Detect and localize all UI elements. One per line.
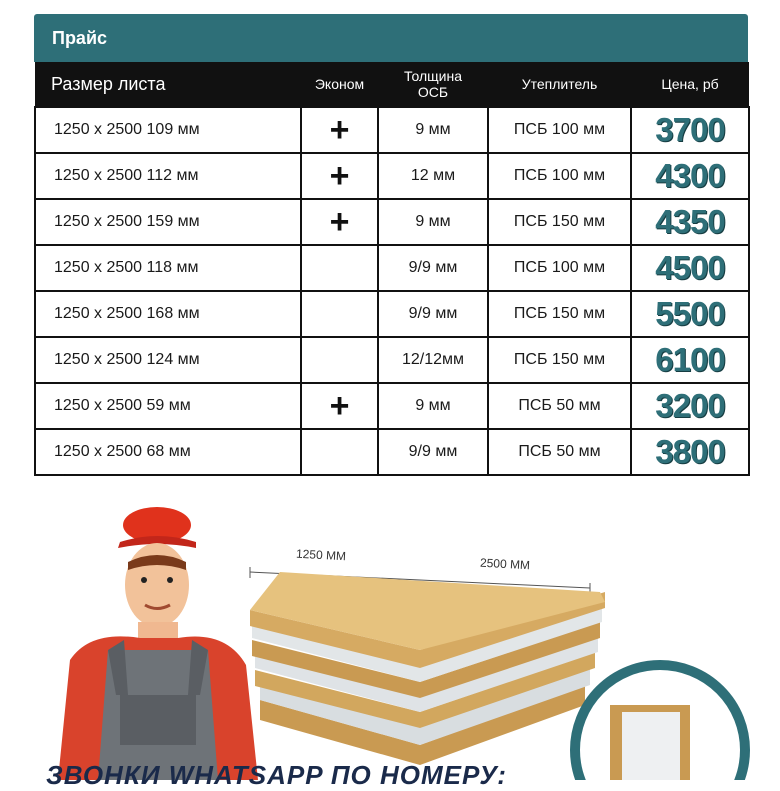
row-size: 1250 x 2500 118 мм <box>35 245 301 291</box>
row-insulation: ПСБ 150 мм <box>488 199 631 245</box>
price-title: Прайс <box>34 14 748 62</box>
table-row <box>35 245 749 291</box>
plus-icon: + <box>329 110 350 149</box>
table-header-row <box>35 62 749 107</box>
row-size: 1250 x 2500 68 мм <box>35 429 301 475</box>
table-row <box>35 291 749 337</box>
plus-icon: + <box>329 156 350 195</box>
row-osb-thickness: 9/9 мм <box>378 291 488 337</box>
price-card <box>34 14 748 476</box>
header-size: Размер листа <box>35 62 301 107</box>
row-insulation: ПСБ 50 мм <box>488 429 631 475</box>
table-row <box>35 153 749 199</box>
header-econom: Эконом <box>301 62 378 107</box>
row-econom <box>301 383 378 429</box>
wall-section-badge <box>575 665 745 780</box>
row-price: 5500 <box>631 291 749 337</box>
row-size: 1250 x 2500 124 мм <box>35 337 301 383</box>
row-econom <box>301 199 378 245</box>
table-row <box>35 199 749 245</box>
header-price: Цена, рб <box>631 62 749 107</box>
row-size: 1250 x 2500 168 мм <box>35 291 301 337</box>
header-insulation: Утеплитель <box>488 62 631 107</box>
row-econom <box>301 429 378 475</box>
table-row <box>35 337 749 383</box>
row-insulation: ПСБ 150 мм <box>488 291 631 337</box>
price-table <box>34 62 750 476</box>
sip-panels-illustration <box>250 567 605 765</box>
row-insulation: ПСБ 100 мм <box>488 245 631 291</box>
row-size: 1250 x 2500 59 мм <box>35 383 301 429</box>
worker-illustration <box>58 507 258 780</box>
row-price: 4300 <box>631 153 749 199</box>
row-price: 3700 <box>631 107 749 153</box>
row-insulation: ПСБ 100 мм <box>488 153 631 199</box>
row-econom <box>301 337 378 383</box>
row-insulation: ПСБ 100 мм <box>488 107 631 153</box>
row-size: 1250 x 2500 109 мм <box>35 107 301 153</box>
row-osb-thickness: 9/9 мм <box>378 245 488 291</box>
row-osb-thickness: 9 мм <box>378 199 488 245</box>
row-size: 1250 x 2500 112 мм <box>35 153 301 199</box>
illustration <box>0 500 780 780</box>
dimension-length: 2500 ММ <box>479 555 531 573</box>
plus-icon: + <box>329 202 350 241</box>
plus-icon: + <box>329 386 350 425</box>
row-price: 4500 <box>631 245 749 291</box>
row-price: 3200 <box>631 383 749 429</box>
row-osb-thickness: 9 мм <box>378 383 488 429</box>
row-econom <box>301 291 378 337</box>
row-size: 1250 x 2500 159 мм <box>35 199 301 245</box>
dimension-width: 1250 ММ <box>295 546 347 564</box>
row-osb-thickness: 9 мм <box>378 107 488 153</box>
table-row <box>35 107 749 153</box>
footer-call-text: ЗВОНКИ WHATSAPP ПО НОМЕРУ: <box>46 760 507 790</box>
row-insulation: ПСБ 150 мм <box>488 337 631 383</box>
row-price: 6100 <box>631 337 749 383</box>
row-osb-thickness: 12 мм <box>378 153 488 199</box>
row-econom <box>301 153 378 199</box>
row-osb-thickness: 12/12мм <box>378 337 488 383</box>
table-row <box>35 429 749 475</box>
row-price: 4350 <box>631 199 749 245</box>
row-insulation: ПСБ 50 мм <box>488 383 631 429</box>
table-row <box>35 383 749 429</box>
row-osb-thickness: 9/9 мм <box>378 429 488 475</box>
row-econom <box>301 245 378 291</box>
row-price: 3800 <box>631 429 749 475</box>
header-osb: Толщина ОСБ <box>378 62 488 107</box>
row-econom <box>301 107 378 153</box>
